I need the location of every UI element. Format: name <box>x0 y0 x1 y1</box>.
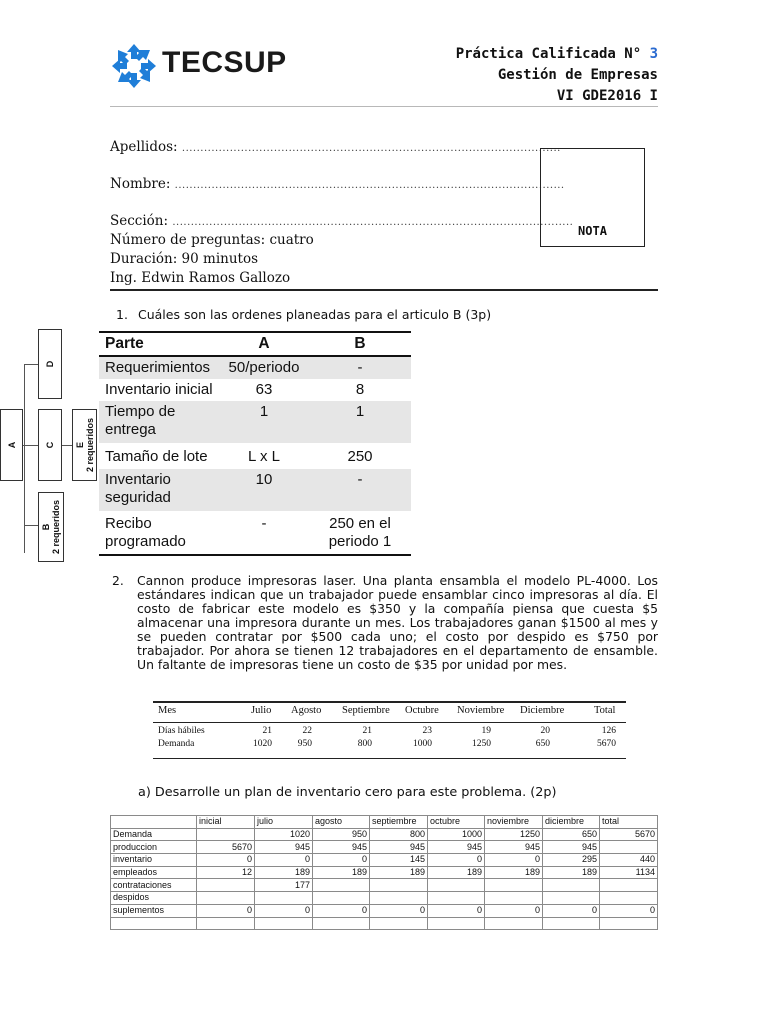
plan-cell: 945 <box>428 841 485 854</box>
demand-cell: 5670 <box>597 739 616 749</box>
demand-header-diciembre: Diciembre <box>520 705 565 716</box>
parts-cell-b: - <box>309 356 411 379</box>
plan-cell: 0 <box>600 904 658 917</box>
plan-cell <box>313 892 370 905</box>
section-line <box>110 213 573 229</box>
plan-row-label: inventario <box>111 854 197 867</box>
plan-cell <box>600 892 658 905</box>
exam-duration: Duración: 90 minutos <box>110 251 259 267</box>
name-label: Nombre: <box>110 176 171 192</box>
parts-row-label: Inventario seguridad <box>99 469 219 511</box>
plan-table <box>110 815 658 930</box>
plan-cell: 189 <box>370 866 428 879</box>
demand-header-julio: Julio <box>251 705 272 716</box>
plan-header-cell: noviembre <box>485 816 543 829</box>
course-name: Gestión de Empresas <box>497 67 658 83</box>
demand-cell: 21 <box>262 726 272 736</box>
plan-cell: 1020 <box>255 828 313 841</box>
bom-link-d <box>24 364 38 365</box>
table-row <box>111 904 658 917</box>
plan-cell <box>255 892 313 905</box>
demand-cell: 650 <box>535 739 550 749</box>
plan-header-row <box>111 816 658 829</box>
demand-header-mes: Mes <box>158 705 177 716</box>
plan-cell: 945 <box>255 841 313 854</box>
bom-link-e <box>62 445 72 446</box>
demand-row-label: Demanda <box>158 739 195 749</box>
plan-cell <box>197 917 255 929</box>
plan-cell: 177 <box>255 879 313 892</box>
table-row <box>111 841 658 854</box>
plan-cell <box>485 892 543 905</box>
plan-cell: 0 <box>255 854 313 867</box>
demand-cell: 950 <box>297 739 312 749</box>
parts-cell-a: L x L <box>248 448 280 465</box>
plan-cell: 0 <box>428 904 485 917</box>
plan-cell: 0 <box>370 904 428 917</box>
plan-cell: 189 <box>255 866 313 879</box>
bom-label-c: C <box>45 441 55 449</box>
bom-label-a: A <box>6 441 17 449</box>
plan-cell <box>543 879 600 892</box>
plan-cell <box>485 917 543 929</box>
surname-field[interactable]: ....................................................................................................... <box>181 143 561 154</box>
plan-cell: 12 <box>197 866 255 879</box>
tecsup-logo <box>110 42 300 92</box>
name-field[interactable]: .......................................................................................................... <box>174 180 565 191</box>
exam-number: 3 <box>649 46 658 62</box>
demand-cell: 23 <box>422 726 432 736</box>
plan-cell: 0 <box>197 854 255 867</box>
demand-header-octubre: Octubre <box>405 705 439 716</box>
demand-cell: 126 <box>601 726 616 736</box>
brand-name: TECSUP <box>162 46 287 79</box>
table-row <box>111 828 658 841</box>
plan-cell: 1250 <box>485 828 543 841</box>
plan-cell: 5670 <box>197 841 255 854</box>
plan-cell: 189 <box>313 866 370 879</box>
plan-cell: 1134 <box>600 866 658 879</box>
parts-cell-b: 250 en el periodo 1 <box>309 511 411 555</box>
table-row <box>111 892 658 905</box>
section-code: VI GDE2016 I <box>556 88 658 104</box>
demand-header-noviembre: Noviembre <box>457 705 505 716</box>
plan-cell: 1000 <box>428 828 485 841</box>
demand-cell: 20 <box>540 726 550 736</box>
plan-header-cell: octubre <box>428 816 485 829</box>
plan-cell <box>600 917 658 929</box>
plan-cell <box>600 841 658 854</box>
section-label: Sección: <box>110 213 169 229</box>
parts-header-row <box>99 332 411 356</box>
demand-header-agosto: Agosto <box>291 705 322 716</box>
table-row <box>111 917 658 929</box>
plan-cell: 440 <box>600 854 658 867</box>
grade-box <box>540 148 645 247</box>
plan-row-label: Demanda <box>111 828 197 841</box>
parts-row-label: Requerimientos <box>99 356 219 379</box>
plan-cell: 0 <box>428 854 485 867</box>
bom-qty-e: 2 requeridos <box>84 417 95 473</box>
bom-node-e-text <box>75 418 95 472</box>
plan-cell: 189 <box>543 866 600 879</box>
plan-cell <box>111 917 197 929</box>
bom-node-e <box>72 409 97 481</box>
parts-cell-a: 50/periodo <box>219 356 309 379</box>
table-row <box>99 443 411 469</box>
demand-cell: 1020 <box>253 739 272 749</box>
plan-cell: 0 <box>197 904 255 917</box>
plan-cell: 189 <box>428 866 485 879</box>
parts-cell-a: 63 <box>255 381 273 398</box>
demand-cell: 19 <box>481 726 491 736</box>
plan-cell: 950 <box>313 828 370 841</box>
tecsup-logo-icon <box>110 42 158 90</box>
plan-header-cell: septiembre <box>370 816 428 829</box>
plan-row-label: contrataciones <box>111 879 197 892</box>
exam-title-prefix: Práctica Calificada N° <box>455 46 642 62</box>
grade-label: NOTA <box>578 224 607 238</box>
plan-cell <box>543 892 600 905</box>
q2-number: 2. <box>112 573 124 588</box>
parts-header-a: A <box>219 332 309 356</box>
plan-cell <box>197 892 255 905</box>
parts-cell-b: 8 <box>355 381 365 398</box>
plan-cell <box>543 917 600 929</box>
plan-cell: 0 <box>255 904 313 917</box>
plan-cell: 945 <box>485 841 543 854</box>
plan-cell <box>428 917 485 929</box>
plan-cell: 189 <box>485 866 543 879</box>
plan-header-cell: agosto <box>313 816 370 829</box>
bom-node-b <box>38 492 64 562</box>
plan-cell: 0 <box>313 904 370 917</box>
q2-text: Cannon produce impresoras laser. Una planta ensambla el modelo PL-4000. Los estándares indican que un trabajador puede ensamblar cinco impresoras al día. El costo de fabricar este modelo es $350 y la compañía piensa que cuesta $5 almacenar una impresora durante un mes. Los trabajadores ganan $1500 al mes y se pueden contratar por $500 cada uno; el costo por despido es $750 por trabajador. Por ahora se tienen 12 trabajadores en el departamento de ensamble. Un faltante de impresoras tiene un costo de $35 por unidad por mes. <box>137 573 658 672</box>
bom-diagram <box>0 328 100 568</box>
header-divider <box>110 106 658 107</box>
name-line <box>110 176 565 192</box>
demand-cell: 1000 <box>413 739 432 749</box>
info-divider <box>110 289 658 291</box>
q2-block <box>112 574 658 672</box>
plan-cell <box>428 892 485 905</box>
bom-label-e: E <box>74 442 85 449</box>
plan-cell: 945 <box>543 841 600 854</box>
plan-header-cell <box>111 816 197 829</box>
parts-cell-a: 1 <box>219 401 309 443</box>
parts-table <box>99 331 411 556</box>
plan-header-cell: total <box>600 816 658 829</box>
demand-cell: 1250 <box>472 739 491 749</box>
exam-title <box>456 44 658 65</box>
demand-cell: 22 <box>302 726 312 736</box>
table-row <box>99 379 411 401</box>
parts-cell-b: 250 <box>347 448 373 465</box>
bom-node-b-text <box>41 500 61 554</box>
plan-cell <box>600 879 658 892</box>
plan-row-label: produccion <box>111 841 197 854</box>
plan-cell: 945 <box>313 841 370 854</box>
plan-cell: 295 <box>543 854 600 867</box>
plan-cell: 650 <box>543 828 600 841</box>
plan-cell <box>370 879 428 892</box>
demand-header-total: Total <box>594 705 616 716</box>
plan-cell <box>313 917 370 929</box>
parts-cell-b: 1 <box>309 401 411 443</box>
table-row <box>111 854 658 867</box>
q2a-text: a) Desarrolle un plan de inventario cero para este problema. (2p) <box>138 785 557 800</box>
plan-header-cell: inicial <box>197 816 255 829</box>
bom-node-c <box>38 409 62 481</box>
plan-header-cell: diciembre <box>543 816 600 829</box>
plan-cell <box>197 879 255 892</box>
plan-cell <box>197 828 255 841</box>
demand-header-septiembre: Septiembre <box>342 705 390 716</box>
parts-row-label: Tamaño de lote <box>105 448 208 465</box>
demand-cell: 800 <box>357 739 372 749</box>
section-field[interactable]: ............................................................................................................. <box>172 217 574 228</box>
plan-cell <box>370 892 428 905</box>
teacher-name: Ing. Edwin Ramos Gallozo <box>110 270 291 286</box>
table-row <box>99 356 411 379</box>
bom-label-d: D <box>45 360 55 368</box>
table-row <box>99 511 411 555</box>
parts-cell-a: 10 <box>219 469 309 511</box>
demand-row-label: Días hábiles <box>158 726 205 736</box>
plan-cell: 0 <box>485 904 543 917</box>
surname-line <box>110 139 561 155</box>
plan-cell: 5670 <box>600 828 658 841</box>
surname-label: Apellidos: <box>110 139 178 155</box>
parts-header-b: B <box>309 332 411 356</box>
plan-row-label: suplementos <box>111 904 197 917</box>
demand-cell: 21 <box>362 726 372 736</box>
plan-cell <box>428 879 485 892</box>
q1-number: 1. <box>116 307 128 322</box>
parts-row-label: Recibo programado <box>99 511 219 555</box>
parts-cell-a: - <box>219 511 309 555</box>
plan-cell: 800 <box>370 828 428 841</box>
table-row <box>99 469 411 511</box>
q1-text: Cuáles son las ordenes planeadas para el articulo B (3p) <box>138 307 492 322</box>
plan-cell <box>255 917 313 929</box>
plan-cell <box>313 879 370 892</box>
table-row <box>111 866 658 879</box>
exam-header <box>456 44 658 107</box>
plan-cell: 945 <box>370 841 428 854</box>
bom-qty-b: 2 requeridos <box>51 499 61 555</box>
plan-row-label: despidos <box>111 892 197 905</box>
bom-link-b <box>24 525 38 526</box>
parts-row-label: Tiempo de entrega <box>99 401 219 443</box>
plan-cell <box>485 879 543 892</box>
plan-cell <box>370 917 428 929</box>
table-row <box>111 879 658 892</box>
demand-bottom-rule <box>153 758 626 759</box>
plan-row-label: empleados <box>111 866 197 879</box>
bom-label-b: B <box>41 523 51 531</box>
parts-header-part: Parte <box>99 332 219 356</box>
plan-cell: 145 <box>370 854 428 867</box>
parts-cell-b: - <box>309 469 411 511</box>
bom-node-d <box>38 329 62 399</box>
parts-row-label: Inventario inicial <box>105 381 213 398</box>
plan-cell: 0 <box>485 854 543 867</box>
table-row <box>99 401 411 443</box>
bom-link-c <box>22 445 38 446</box>
questions-count: Número de preguntas: cuatro <box>110 232 314 248</box>
plan-cell: 0 <box>313 854 370 867</box>
plan-header-cell: julio <box>255 816 313 829</box>
bom-node-a <box>0 409 23 481</box>
plan-cell: 0 <box>543 904 600 917</box>
